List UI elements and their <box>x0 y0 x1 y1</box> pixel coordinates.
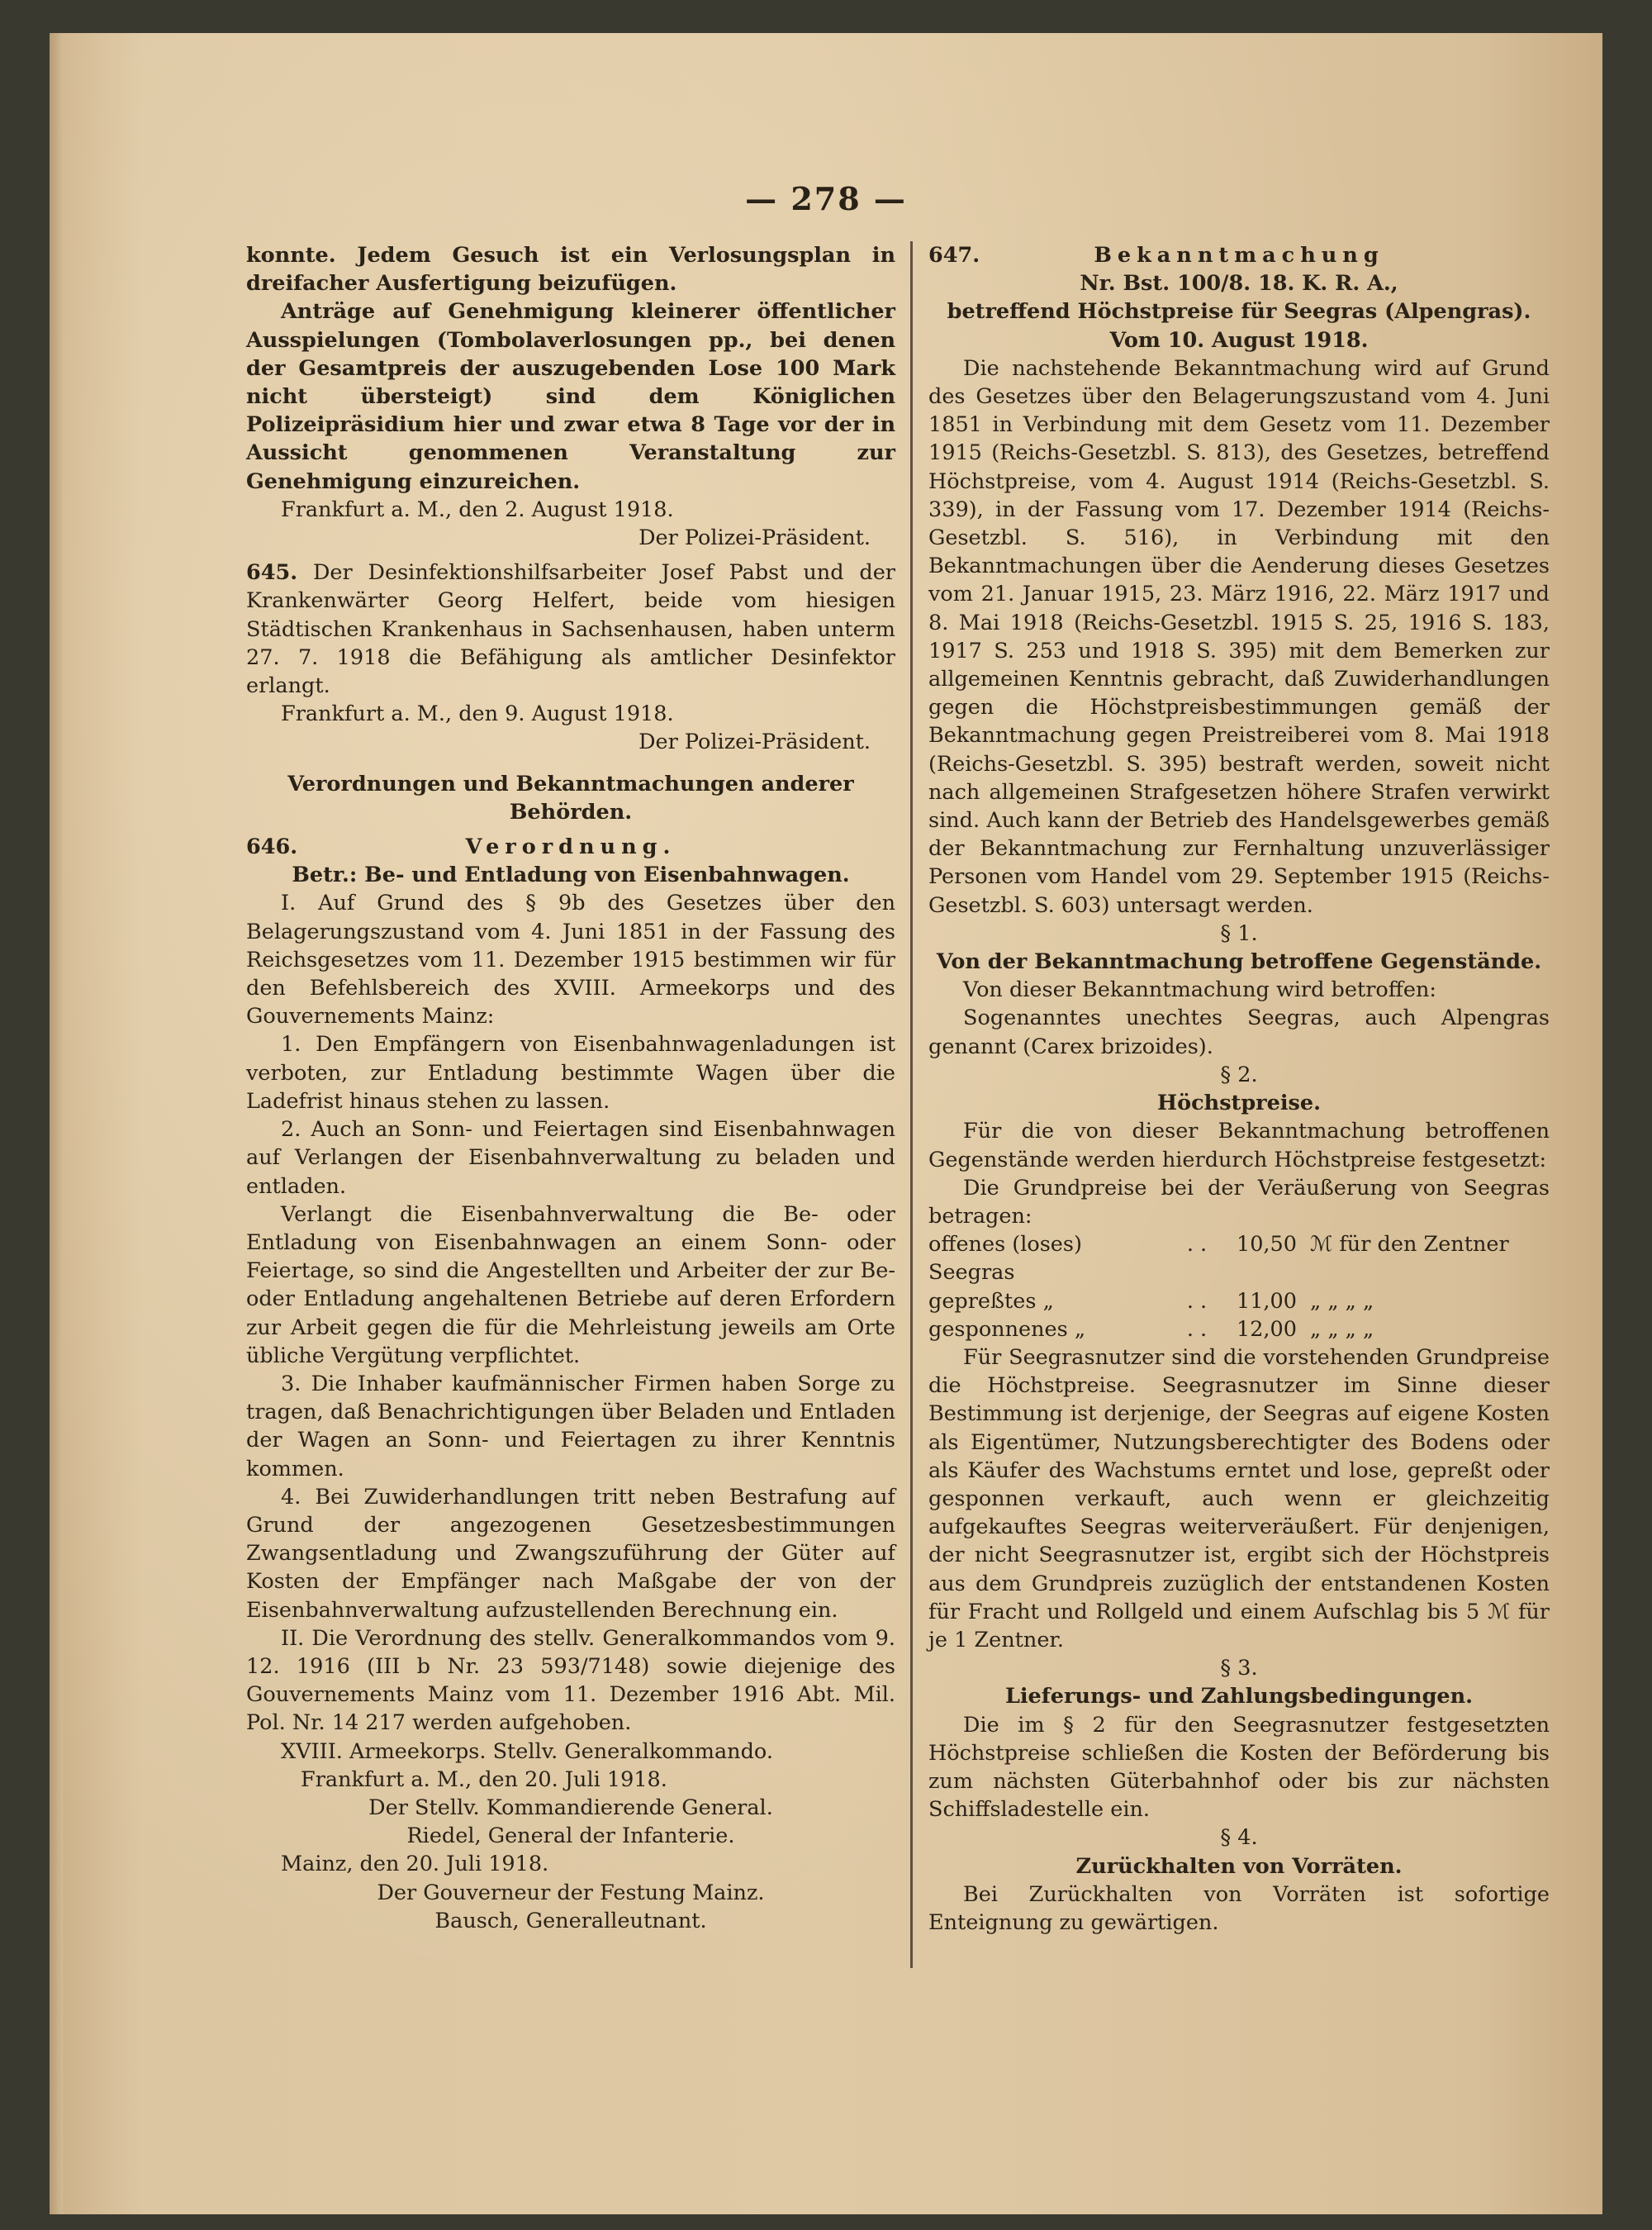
place-date: Frankfurt a. M., den 9. August 1918. <box>281 701 674 727</box>
signature: Der Polizei-Präsident. <box>638 525 871 551</box>
notice-number: 646. <box>246 834 298 860</box>
notice-645 <box>246 559 895 700</box>
page-number: — 278 — <box>745 180 907 217</box>
section-title: Von der Bekanntmachung betroffene Gegenstände. <box>936 949 1542 975</box>
subject-line: betreffend Höchstpreise für Seegras (Alpengras). <box>947 299 1531 325</box>
price-dots: . . <box>1186 1316 1208 1342</box>
section-title: Höchstpreise. <box>1157 1091 1321 1116</box>
section-number: § 4. <box>1220 1825 1258 1851</box>
right-column <box>928 241 1550 1937</box>
signature-block-line: Frankfurt a. M., den 20. Juli 1918. <box>301 1766 667 1792</box>
paragraph: Von dieser Bekanntmachung wird betroffen: <box>963 977 1436 1003</box>
paragraph-i: I. Auf Grund des § 9b des Gesetzes über den Belagerungszustand vom 4. Juni 1851 in der Fassung des Reichsgesetzes vom 11. Dezember 1915 bestimmen wir für den Befehlsbereich des XVIII. Armeekorps und des Gouvernements Mainz: <box>246 891 895 1029</box>
price-dots: . . <box>1186 1232 1208 1258</box>
price-unit: „ „ „ „ <box>1310 1316 1374 1342</box>
signature-block-line: Der Stellv. Kommandierende General. <box>368 1795 773 1820</box>
notice-number: 647. <box>928 243 980 268</box>
section-heading: Verordnungen und Bekanntmachungen anderer Behörden. <box>287 771 854 825</box>
signature: Der Polizei-Präsident. <box>638 730 871 755</box>
price-row <box>928 1287 1550 1315</box>
price-label: gesponnenes „ <box>928 1316 1086 1342</box>
notice-title: Verordnung. <box>465 834 676 860</box>
paragraph: Sogenanntes unechtes Seegras, auch Alpengras genannt (Carex brizoides). <box>928 1006 1550 1059</box>
notice-title: Bekanntmachung <box>1094 243 1384 268</box>
notice-number: 645. <box>246 560 298 586</box>
price-unit: „ „ „ „ <box>1310 1288 1374 1314</box>
signature-block-line: Mainz, den 20. Juli 1918. <box>281 1852 549 1877</box>
section-number: § 2. <box>1220 1062 1258 1087</box>
item-2-continued: Verlangt die Eisenbahnverwaltung die Be- oder Entladung von Eisenbahnwagen an einem Sonn- oder Feiertage, so sind die Angestellten und Arbeiter der zur Be- oder Entladung angehaltenen Betriebe auf deren Erfordern zur Arbeit gegen die für die Mehrleistung jeweils am Orte übliche Vergütung verpflichtet. <box>246 1201 895 1368</box>
date-line: Vom 10. August 1918. <box>1109 327 1369 353</box>
section-number: § 3. <box>1220 1656 1258 1681</box>
paragraph: Für die von dieser Bekanntmachung betroffenen Gegenstände werden hierdurch Höchstpreise festgesetzt: <box>928 1119 1550 1172</box>
intro-paragraph: Die nachstehende Bekanntmachung wird auf Grund des Gesetzes über den Belagerungszustand vom 4. Juni 1851 in Verbindung mit dem Gesetz vom 11. Dezember 1915 (Reichs-Gesetzbl. S. 813), des Gesetzes, betreffend Höchstpreise, vom 4. August 1914 (Reichs-Gesetzbl. S. 339), in der Fassung vom 17. Dezember 1914 (Reichs-Gesetzbl. S. 516), in Verbindung mit den Bekanntmachungen über die Aenderung dieses Gesetzes vom 21. Januar 1915, 23. März 1916, 22. März 1917 und 8. Mai 1918 (Reichs-Gesetzbl. 1915 S. 25, 1916 S. 183, 1917 S. 253 und 1918 S. 395) mit dem Bemerken zur allgemeinen Kenntnis gebracht, daß Zuwiderhandlungen gegen die Höchstpreisbestimmungen gemäß der Bekanntmachung gegen Preistreiberei vom 8. Mai 1918 (Reichs-Gesetzbl. S. 395) bestraft werden, soweit nicht nach allgemeinen Strafgesetzen höhere Strafen verwirkt sind. Auch kann der Betrieb des Handelsgewerbes gemäß der Bekanntmachung zur Fernhaltung unzuverlässiger Personen vom Handel vom 29. September 1915 (Reichs-Gesetzbl. S. 603) untersagt werden. <box>928 355 1550 918</box>
notice-647-heading <box>928 241 1550 269</box>
section-number: § 1. <box>1220 920 1258 946</box>
item-4: 4. Bei Zuwiderhandlungen tritt neben Bestrafung auf Grund der angezogenen Gesetzesbestimmungen Zwangsentladung und Zwangszuführung der Güter auf Kosten der Empfänger nach Maßgabe der von der Eisenbahnverwaltung aufzustellenden Berechnung ein. <box>246 1484 895 1623</box>
continued-paragraph: konnte. Jedem Gesuch ist ein Verlosungsplan in dreifacher Ausfertigung beizufügen. <box>246 243 895 297</box>
price-unit: ℳ für den Zentner <box>1310 1232 1509 1258</box>
price-value: 10,50 <box>1236 1232 1297 1258</box>
price-row <box>928 1315 1550 1343</box>
section-title: Zurückhalten von Vorräten. <box>1075 1853 1403 1879</box>
price-table <box>928 1230 1550 1343</box>
paragraph-small-lotteries: Anträge auf Genehmigung kleinerer öffentlicher Ausspielungen (Tombolaverlosungen pp., bei denen der Gesamtpreis der auszugebenden Lose 100 Mark nicht übersteigt) sind dem Königlichen Polizeipräsidium hier und zwar etwa 8 Tage vor der in Aussicht genommenen Veranstaltung zur Genehmigung einzureichen. <box>246 299 895 494</box>
column-divider <box>910 241 913 1968</box>
item-3: 3. Die Inhaber kaufmännischer Firmen haben Sorge zu tragen, daß Benachrichtigungen über Beladen und Entladen der Wagen an Sonn- und Feiertagen zu ihrer Kenntnis kommen. <box>246 1371 895 1481</box>
price-label: offenes (loses) Seegras <box>928 1232 1082 1286</box>
place-date: Frankfurt a. M., den 2. August 1918. <box>281 497 674 522</box>
price-value: 11,00 <box>1236 1288 1297 1314</box>
paragraph: Bei Zurückhalten von Vorräten ist sofortige Enteignung zu gewärtigen. <box>928 1881 1550 1935</box>
signature-block-line: Riedel, General der Infanterie. <box>406 1823 735 1849</box>
price-label: gepreßtes „ <box>928 1288 1054 1314</box>
reference-number: Nr. Bst. 100/8. 18. K. R. A., <box>1080 271 1398 297</box>
left-column <box>246 241 895 1935</box>
paragraph: Die im § 2 für den Seegrasnutzer festgesetzten Höchstpreise schließen die Kosten der Beförderung bis zum nächsten Güterbahnhof oder bis zur nächsten Schiffsladestelle ein. <box>928 1712 1550 1823</box>
signature-block-line: Bausch, Generalleutnant. <box>434 1908 707 1933</box>
page-edge <box>50 33 63 2214</box>
item-1: 1. Den Empfängern von Eisenbahnwagenladungen ist verboten, zur Entladung bestimmte Wagen über die Ladefrist hinaus stehen zu lassen. <box>246 1032 895 1114</box>
notice-text: Der Desinfektionshilfsarbeiter Josef Pabst und der Krankenwärter Georg Helfert, beide vom hiesigen Städtischen Krankenhaus in Sachsenhausen, haben unterm 27. 7. 1918 die Befähigung als amtlicher Desinfektor erlangt. <box>246 560 895 699</box>
price-dots: . . <box>1186 1288 1208 1314</box>
paragraph: Die Grundpreise bei der Veräußerung von Seegras betragen: <box>928 1175 1550 1229</box>
notice-646-heading <box>246 833 895 861</box>
section-title: Lieferungs- und Zahlungsbedingungen. <box>1004 1684 1474 1709</box>
price-row <box>928 1230 1550 1286</box>
subject-line: Betr.: Be- und Entladung von Eisenbahnwagen. <box>292 863 850 888</box>
price-value: 12,00 <box>1236 1316 1297 1342</box>
paragraph: Für Seegrasnutzer sind die vorstehenden Grundpreise die Höchstpreise. Seegrasnutzer im Sinne dieser Bestimmung ist derjenige, der Seegras auf eigene Kosten als Eigentümer, Nutzungsberechtigter des Bodens oder als Käufer des Wachstums erntet und lose, gepreßt oder gesponnen verkauft, auch wenn er gleichzeitig aufgekauftes Seegras weiterveräußert. Für denjenigen, der nicht Seegrasnutzer ist, ergibt sich der Höchstpreis aus dem Grundpreis zuzüglich der entstandenen Kosten für Fracht und Rollgeld und einem Aufschlag bis 5 ℳ für je 1 Zentner. <box>928 1344 1550 1652</box>
item-2: 2. Auch an Sonn- und Feiertagen sind Eisenbahnwagen auf Verlangen der Eisenbahnverwaltung zu beladen und entladen. <box>246 1117 895 1199</box>
signature-block-line: Der Gouverneur der Festung Mainz. <box>377 1880 765 1905</box>
paragraph-ii: II. Die Verordnung des stellv. Generalkommandos vom 9. 12. 1916 (III b Nr. 23 593/7148) sowie diejenige des Gouvernements Mainz vom 11. Dezember 1916 Abt. Mil. Pol. Nr. 14 217 werden aufgehoben. <box>246 1625 895 1736</box>
signature-block-line: XVIII. Armeekorps. Stellv. Generalkommando. <box>281 1738 773 1764</box>
